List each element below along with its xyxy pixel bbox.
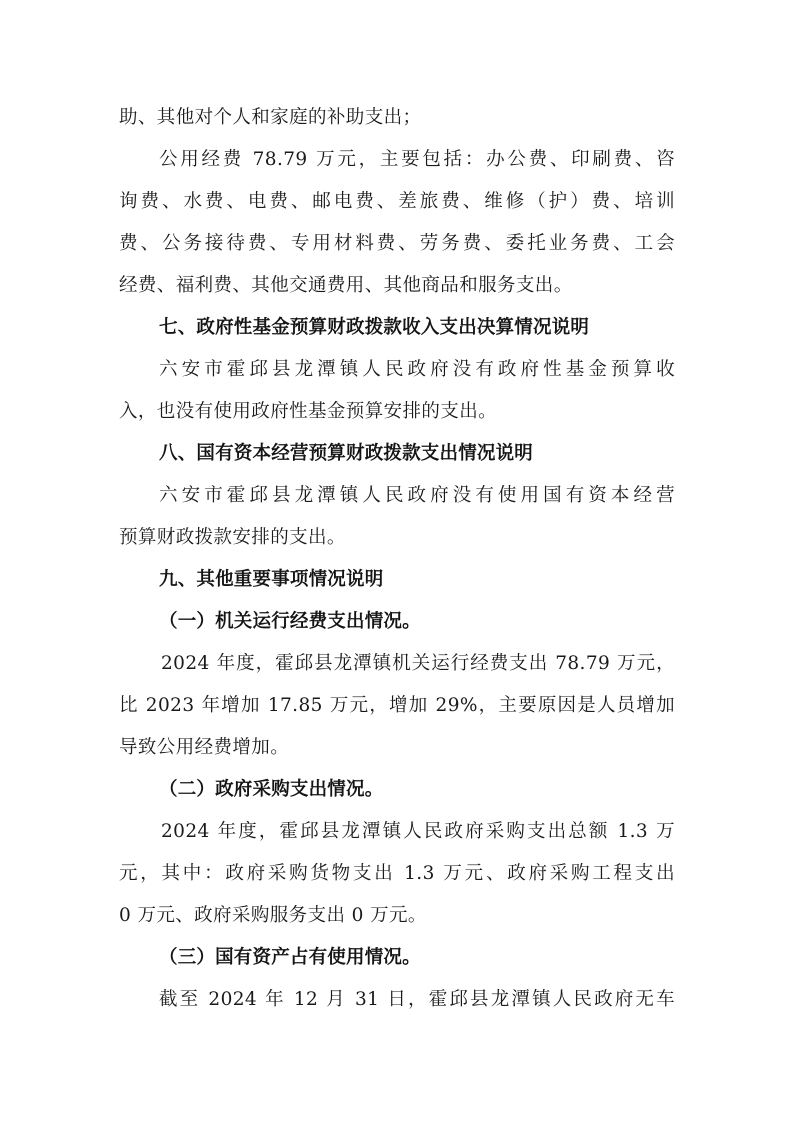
paragraph-line: 导致公用经费增加。 [119,737,290,758]
section-heading-8: 八、国有资本经营预算财政拨款支出情况说明 [159,443,534,464]
paragraph-line: 询费、水费、电费、邮电费、差旅费、维修（护）费、培训 [119,191,675,212]
paragraph-line: 截至 2024 年 12 月 31 日，霍邱县龙潭镇人民政府无车 [159,989,675,1010]
paragraph-line: 2024 年度，霍邱县龙潭镇人民政府采购支出总额 1.3 万 [161,821,675,842]
paragraph-line: 公用经费 78.79 万元，主要包括：办公费、印刷费、咨 [159,149,675,170]
paragraph-line: 经费、福利费、其他交通费用、其他商品和服务支出。 [119,275,573,296]
section-heading-7: 七、政府性基金预算财政拨款收入支出决算情况说明 [159,317,590,338]
paragraph-line: 2024 年度，霍邱县龙潭镇机关运行经费支出 78.79 万元， [161,653,675,674]
paragraph-line: 六安市霍邱县龙潭镇人民政府没有使用国有资本经营 [159,485,675,506]
paragraph-line: 比 2023 年增加 17.85 万元，增加 29%，主要原因是人员增加 [119,695,675,716]
subsection-heading-2: （二）政府采购支出情况。 [159,779,384,800]
paragraph-line: 助、其他对个人和家庭的补助支出； [119,107,422,128]
paragraph-line: 费、公务接待费、专用材料费、劳务费、委托业务费、工会 [119,233,675,254]
paragraph-line: 元，其中：政府采购货物支出 1.3 万元、政府采购工程支出 [119,863,675,884]
paragraph-line: 0 万元、政府采购服务支出 0 万元。 [119,905,427,926]
paragraph-line: 预算财政拨款安排的支出。 [119,527,346,548]
subsection-heading-1: （一）机关运行经费支出情况。 [159,611,421,632]
paragraph-line: 六安市霍邱县龙潭镇人民政府没有政府性基金预算收 [159,359,675,380]
section-heading-9: 九、其他重要事项情况说明 [159,569,384,590]
subsection-heading-3: （三）国有资产占有使用情况。 [159,947,421,968]
paragraph-line: 入，也没有使用政府性基金预算安排的支出。 [119,401,498,422]
